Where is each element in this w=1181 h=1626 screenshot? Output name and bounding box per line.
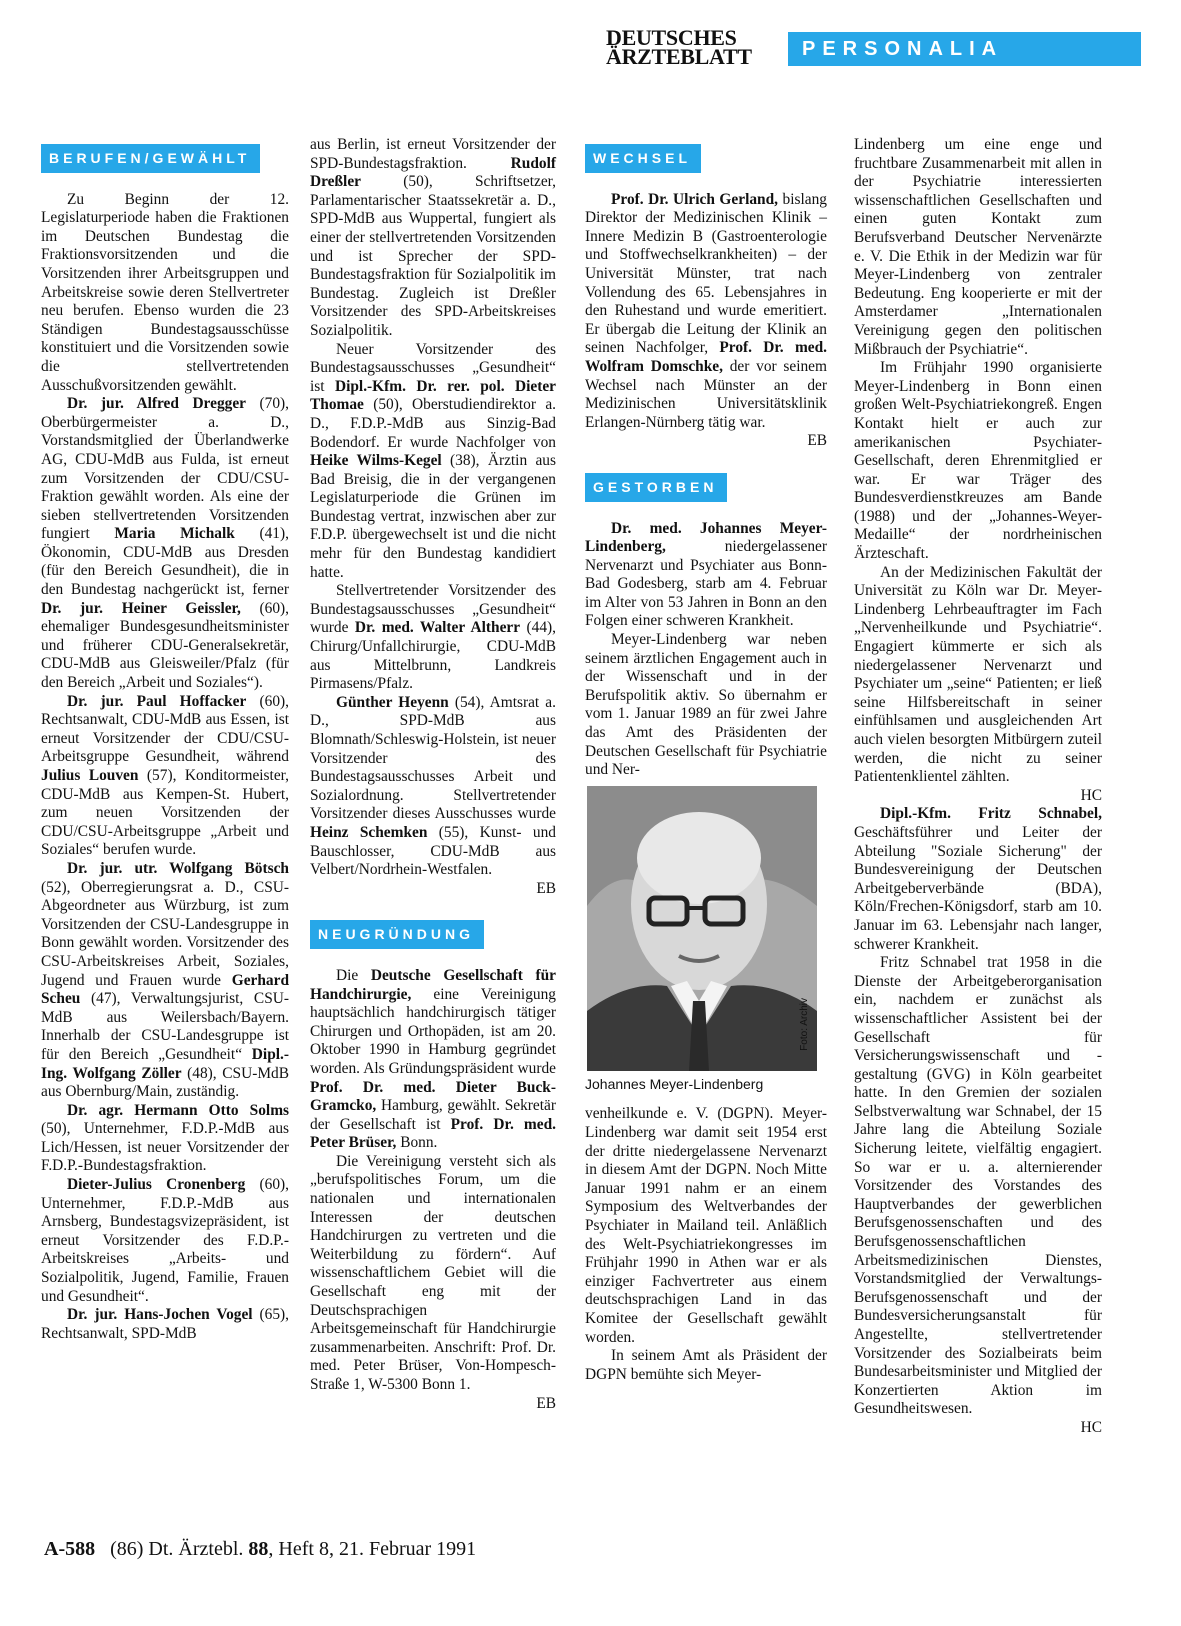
paragraph: Günther Heyenn (54), Amtsrat a. D., SPD-MdB aus Blomnath/Schleswig-Holstein, ist neuer Vorsitzender des Bundestagsausschusses Arbeit und Sozialordnung. Stellvertretender Vorsitzender dieses Ausschusses wurde Heinz Schemken (55), Kunst- und Bauschlosser, CDU-MdB aus Velbert/Nordrhein-Westfalen.	[310, 693, 557, 879]
paragraph: Prof. Dr. Ulrich Gerland, bislang Direktor der Medizinischen Klinik – Innere Medizin B (Gastroenterologie und Stoffwechselkrankheiten) – der Universität Münster, trat nach Vollendung des 65. Lebensjahres in den Ruhestand und wurde emeritiert. Er übergab die Leitung der Klinik an seinen Nachfolger, Prof. Dr. med. Wolfram Domschke, der vor seinem Wechsel nach Münster an der Medizinischen Universitätsklinik Erlangen-Nürnberg tätig war.	[585, 190, 827, 431]
paragraph: An der Medizinischen Fakultät der Universität zu Köln war Dr. Meyer-Lindenberg Lehrbeauftragter im Fach „Nervenheilkunde und Psychiatrie“. Engagiert kümmerte er sich als niedergelassener Nervenarzt und Psychiater um „seine“ Patienten; er ließ seine Hilfsbereitschaft in seiner einfühlsamen und ausgleichenden Art auch vielen besorgten Mitbürgern zuteil werden, die nicht zu seiner Patientenklientel zählten.	[854, 563, 1102, 786]
paragraph: Dr. jur. Hans-Jochen Vogel (65), Rechtsanwalt, SPD-MdB	[41, 1306, 290, 1342]
paragraph: Stellvertretender Vorsitzender des Bundestagsausschusses „Gesundheit“ wurde Dr. med. Walter Altherr (44), Chirurg/Unfallchirurgie, CDU-MdB aus Mittelbrunn, Landkreis Pirmasens/Pfalz.	[310, 582, 556, 693]
paragraph: Dr. agr. Hermann Otto Solms (50), Unternehmer, F.D.P.-MdB aus Lich/Hessen, ist neuer Vorsitzender der F.D.P.-Bundestagsfraktion.	[41, 1101, 289, 1175]
portrait-image	[587, 786, 817, 1071]
section-header-wechsel: WECHSEL	[585, 144, 701, 173]
paragraph: Meyer-Lindenberg war neben seinem ärztlichen Engagement auch in der Wissenschaft und in der Berufspolitik aktiv. So übernahm er vom 1. Januar 1989 an für zwei Jahre das Amt des Präsidenten der Deutschen Gesellschaft für Psychiatrie und Ner-	[585, 631, 827, 779]
author-signature: EB	[536, 879, 556, 897]
paragraph: Dieter-Julius Cronenberg (60), Unternehmer, F.D.P.-MdB aus Arnsberg, Bundestagsvizepräsident, ist erneut Vorsitzender des F.D.P.-Arbeitskreises „Arbeits- und Sozialpolitik, Jugend, Familie, Frauen und Gesundheit“.	[41, 1176, 289, 1305]
paragraph: Dr. jur. Alfred Dregger (70), Oberbürgermeister a. D., Vorstandsmitglied der Überlandwerke AG, CDU-MdB aus Fulda, ist erneut zum Vorsitzenden der CDU/CSU-Fraktion gewählt worden. Als eine der sieben stellvertretenden Vorsitzenden fungiert Maria Michalk (41), Ökonomin, CDU-MdB aus Dresden (für den Bereich Gesundheit), die in den Bundestag nachgerückt ist, ferner Dr. jur. Heiner Geissler, (60), ehemaliger Bundesgesundheitsminister und früherer CDU-Generalsekretär, CDU-MdB aus Gleisweiler/Pfalz (für den Bereich „Arbeit und Soziales“).	[41, 395, 289, 692]
paragraph: venheilkunde e. V. (DGPN). Meyer-Lindenberg war damit seit 1954 erst der dritte niedergelassene Nervenarzt in diesem Amt der DGPN. Noch Mitte Januar 1991 nahm er an einem Symposium des Weltverbandes der Psychiater in Mailand teil. Anläßlich des Welt-Psychiatriekongresses im Frühjahr 1990 in Athen war er als einziger Fachvertreter aus einem deutschsprachigen Land in das Komitee der Gesellschaft gewählt worden.	[585, 1105, 827, 1346]
page-footer	[44, 1538, 476, 1561]
paragraph: Neuer Vorsitzender des Bundestagsausschusses „Gesundheit“ ist Dipl.-Kfm. Dr. rer. pol. Dieter Thomae (50), Oberstudiendirektor a. D., F.D.P.-MdB aus Sinzig-Bad Bodendorf. Er wurde Nachfolger von Heike Wilms-Kegel (38), Ärztin aus Bad Breisig, die in der vergangenen Legislaturperiode die Grünen im Bundestag vertrat, inzwischen aber zur F.D.P. übergewechselt ist und die nicht mehr für den Bundestag kandidiert hatte.	[310, 340, 557, 581]
column-4	[854, 136, 1102, 1438]
paragraph: Dr. jur. utr. Wolfgang Bötsch (52), Oberregierungsrat a. D., CSU-Abgeordneter aus Würzburg, ist zum Vorsitzenden der CSU-Landesgruppe in Bonn gewählt worden. Vorsitzender des CSU-Arbeitskreises Arbeit, Soziales, Jugend und Frauen wurde Gerhard Scheu (47), Verwaltungsjurist, CSU-MdB aus Weilersbach/Bayern. Innerhalb der CSU-Landesgruppe ist für den Bereich „Gesundheit“ Dipl.-Ing. Wolfgang Zöller (48), CSU-MdB aus Obernburg/Main, zuständig.	[41, 859, 289, 1101]
section-header-neugruendung: NEUGRÜNDUNG	[310, 920, 484, 949]
paragraph: Die Deutsche Gesellschaft für Handchirurgie, eine Vereinigung hauptsächlich handchirurgisch tätiger Chirurgen und Orthopäden, ist am 20. Oktober 1990 in Hamburg gegründet worden. Als Gründungspräsident wurde Prof. Dr. med. Dieter Buck-Gramcko, Hamburg, gewählt. Sekretär der Gesellschaft ist Prof. Dr. med. Peter Brüser, Bonn.	[310, 966, 556, 1152]
author-signature: EB	[536, 1394, 556, 1412]
photo-caption: Johannes Meyer-Lindenberg	[585, 1075, 764, 1092]
paragraph: In seinem Amt als Präsident der DGPN bemühte sich Meyer-	[585, 1347, 827, 1383]
paragraph: Im Frühjahr 1990 organisierte Meyer-Lindenberg in Bonn einen großen Welt-Psychiatriekongreß. Engen Kontakt hielt er auch zur amerikanischen Psychiater-Gesellschaft, deren Ehrenmitglied er war. Er war Träger des Bundesverdienstkreuzes am Bande (1988) und der „Johannes-Weyer-Medaille“ der nordrheinischen Ärzteschaft.	[854, 359, 1102, 563]
photo-credit: Foto: Archiv	[799, 998, 811, 1051]
paragraph: Dr. med. Johannes Meyer-Lindenberg, niedergelassener Nervenarzt und Psychiater aus Bonn-Bad Godesberg, starb am 4. Februar im Alter von 53 Jahren in Bonn an den Folgen einer schweren Krankheit.	[585, 519, 827, 630]
masthead-line-2: ÄRZTEBLATT	[606, 44, 752, 69]
paragraph: Dipl.-Kfm. Fritz Schnabel, Geschäftsführer und Leiter der Abteilung "Soziale Sicherung" der Bundesvereinigung der Deutschen Arbeitgeberverbände (BDA), Köln/Frechen-Königsdorf, starb am 10. Januar im 63. Lebensjahr nach langer, schwerer Krankheit.	[854, 805, 1102, 953]
paragraph: Fritz Schnabel trat 1958 in die Dienste der Arbeitgeberorganisation ein, nachdem er zunächst als wissenschaftlicher Assistent bei der Gesellschaft für Versicherungswissenschaft und -gestaltung (GVG) in Köln gearbeitet hatte. In den Gremien der sozialen Selbstverwaltung war Schnabel, der 15 Jahre lang die Abteilung Soziale Sicherung leitete, vielfältig engagiert. So war er u. a. alternierender Vorsitzender des Vorstandes des Hauptverbandes der gewerblichen Berufsgenossenschaften und des Berufsgenossenschaftlichen Arbeitsmedizinischen Dienstes, Vorstandsmitglied der Verwaltungs-Berufsgenossenschaft und der Bundesversicherungsanstalt für Angestellte, stellvertretender Vorsitzender des Sozialbeirats beim Bundesarbeitsminister und Mitglied der Konzertierten Aktion im Gesundheitswesen.	[854, 954, 1102, 1418]
citation: (86) Dt. Ärztebl. 88, Heft 8, 21. Februar 1991	[110, 1538, 477, 1560]
portrait-photo	[587, 786, 817, 1071]
section-header-gestorben: GESTORBEN	[585, 473, 727, 502]
column-2	[310, 136, 556, 1413]
paragraph: Lindenberg um eine enge und fruchtbare Zusammenarbeit mit allen in der Psychiatrie interessierten wissenschaftlichen Gesellschaften und einen guten Kontakt zum Berufsverband Deutscher Nervenärzte e. V. Die Ethik in der Medizin war für Meyer-Lindenberg von zentraler Bedeutung. Eng kooperierte er mit der Amsterdamer „Internationalen Vereinigung gegen den politischen Mißbrauch der Psychiatrie“.	[854, 136, 1102, 358]
column-1	[41, 144, 289, 1343]
section-banner: PERSONALIA	[788, 32, 1141, 66]
paragraph: Die Vereinigung versteht sich als „berufspolitisches Forum, um die nationalen und internationalen Interessen der deutschen Handchirurgen zu vertreten und die Weiterbildung zu fördern“. Auf wissenschaftlichem Gebiet will die Gesellschaft eng mit der Deutschsprachigen Arbeitsgemeinschaft für Handchirurgie zusammenarbeiten. Anschrift: Prof. Dr. med. Peter Brüser, Von-Hompesch-Straße 1, W-5300 Bonn 1.	[310, 1152, 556, 1393]
section-header-berufen: BERUFEN/GEWÄHLT	[41, 144, 260, 173]
paragraph: Dr. jur. Paul Hoffacker (60), Rechtsanwalt, CDU-MdB aus Essen, ist erneut Vorsitzender der CDU/CSU-Arbeitsgruppe Gesundheit, während Julius Louven (57), Konditormeister, CDU-MdB aus Kempen-St. Hubert, zum neuen Vorsitzenden der CDU/CSU-Arbeitsgruppe „Arbeit und Soziales“ berufen wurde.	[41, 692, 290, 859]
masthead-line-1: DEUTSCHES	[606, 25, 737, 50]
paragraph: aus Berlin, ist erneut Vorsitzender der SPD-Bundestagsfraktion. Rudolf Dreßler (50), Schriftsetzer, Parlamentarischer Staatssekretär a. D., SPD-MdB aus Wuppertal, fungiert als einer der stellvertretenden Vorsitzenden und ist Sprecher der SPD-Bundestagsfraktion für Sozialpolitik im Bundestag. Zugleich ist Dreßler Vorsitzender des SPD-Arbeitskreises Sozialpolitik.	[310, 136, 556, 339]
paragraph: Zu Beginn der 12. Legislaturperiode haben die Fraktionen im Deutschen Bundestag die Fraktionsvorsitzenden und die Vorsitzenden ihrer Arbeitsgruppen und Arbeitskreise sowie deren Stellvertreter neu berufen. Ebenso wurden die 23 Ständigen Bundestagsausschüsse konstituiert und die Vorsitzenden sowie die stellvertretenden Ausschußvorsitzenden gewählt.	[41, 190, 289, 394]
page-number: A-588	[44, 1538, 96, 1560]
author-signature: HC	[1080, 1418, 1102, 1436]
author-signature: HC	[1080, 786, 1102, 804]
column-3	[585, 144, 827, 1384]
author-signature: EB	[807, 432, 827, 450]
masthead	[606, 25, 752, 69]
